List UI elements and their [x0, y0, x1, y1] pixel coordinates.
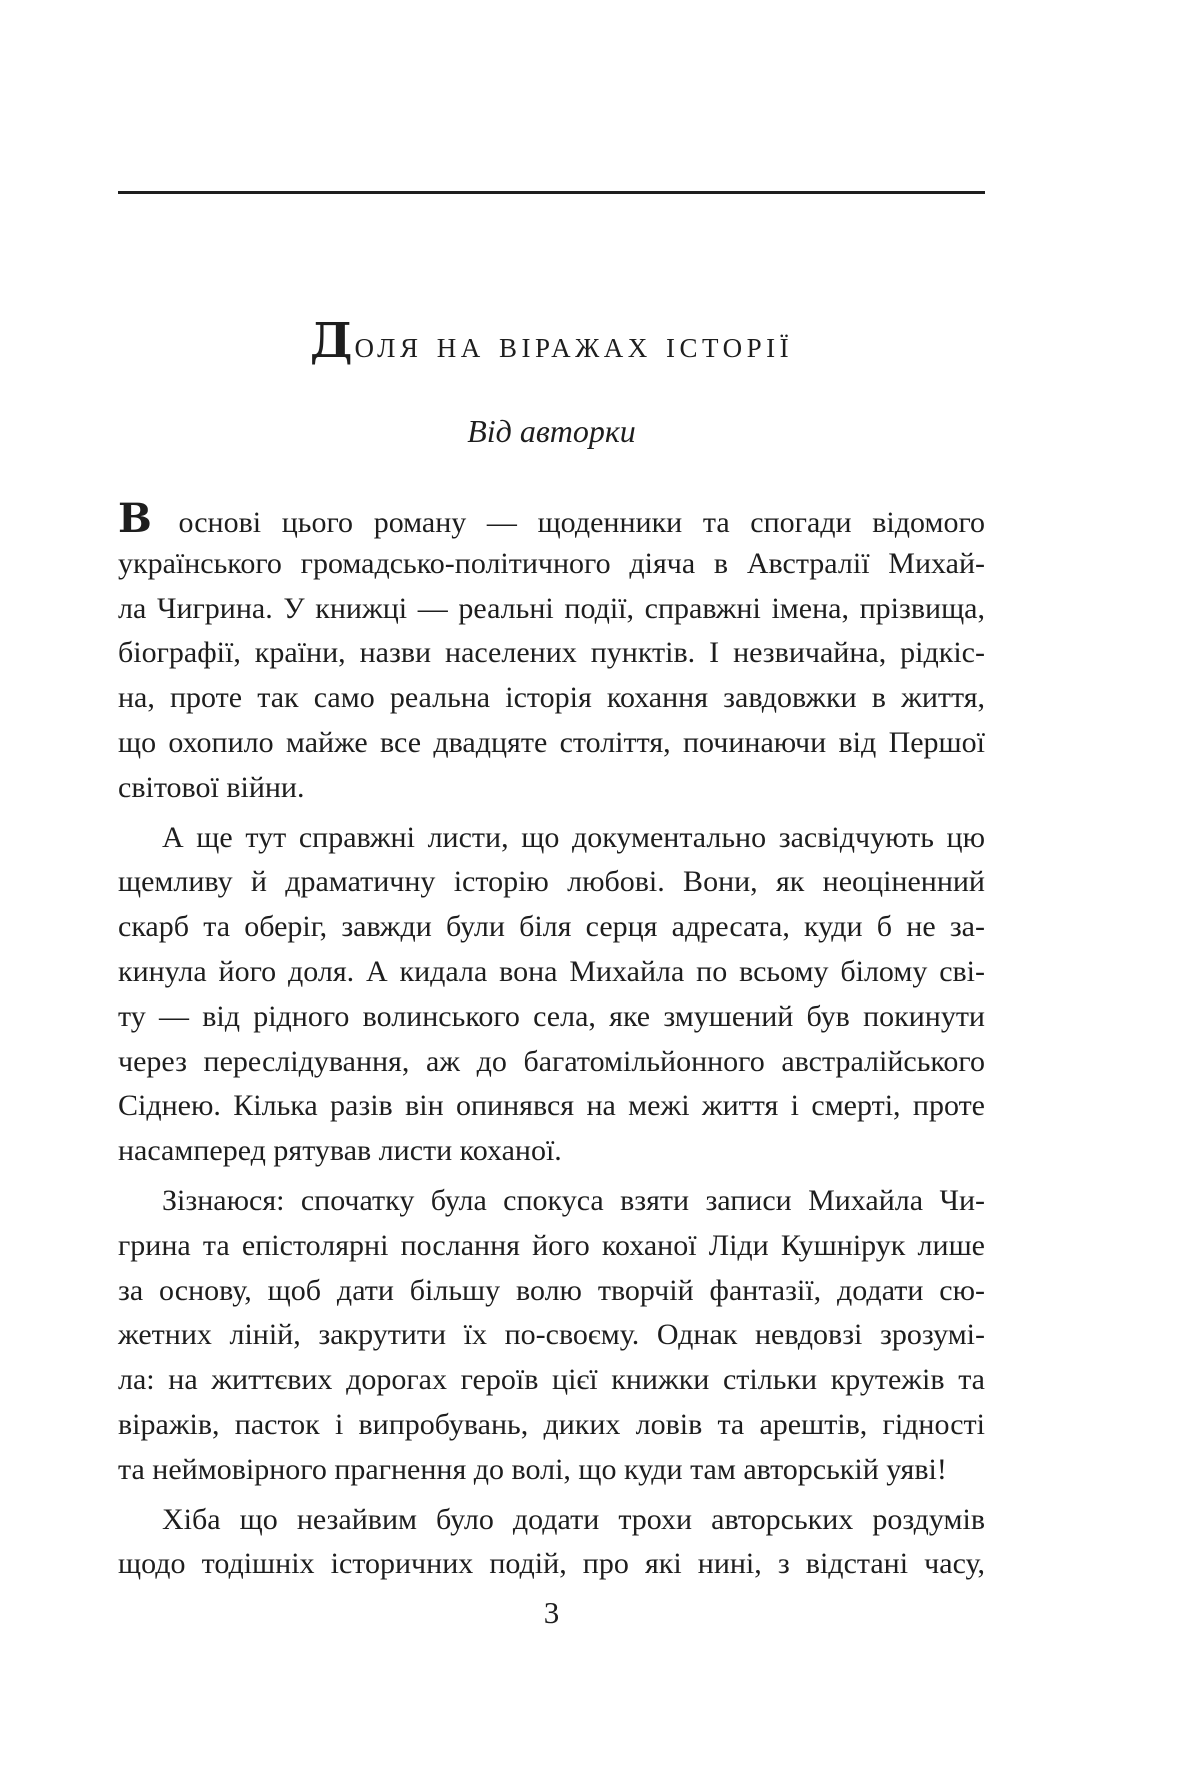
page-number: 3	[543, 1595, 560, 1630]
text-line: світової війни.	[118, 770, 305, 804]
text-line: ла Чигрина. У книжці — реальні події, справжні імена, прізвища,	[118, 591, 985, 625]
text-line: насамперед рятував листи коханої.	[118, 1134, 562, 1168]
text-line: українського громадсько-політичного діяча в Австралії Михай-	[118, 546, 985, 580]
chapter-subtitle: Від авторки	[467, 413, 636, 449]
text-line: жетних ліній, закрутити їх по-своєму. Однак невдовзі зрозумі-	[118, 1318, 985, 1352]
text-line: скарб та оберіг, завжди були біля серця адресата, куди б не за-	[118, 910, 985, 944]
text-line: Хіба що незайвим було додати трохи авторських роздумів	[162, 1502, 985, 1536]
text-line: біографії, країни, назви населених пунктів. І незвичайна, рідкіс-	[118, 636, 985, 670]
text-line: Сіднею. Кілька разів він опинявся на межі життя і смерті, проте	[118, 1089, 985, 1123]
body-text	[118, 497, 985, 1587]
text-line: за основу, щоб дати більшу волю творчій фантазії, додати сю-	[118, 1273, 985, 1307]
text-line: та неймовірного прагнення до волі, що куди там авторській уяві!	[118, 1452, 947, 1486]
text-line: грина та епістолярні послання його коханої Ліди Кушнірук лише	[118, 1228, 985, 1262]
text-line: А ще тут справжні листи, що документально засвідчують цю	[162, 820, 985, 854]
text-line: ту — від рідного волинського села, яке змушений був покинути	[118, 999, 985, 1033]
text-line: що охопило майже все двадцяте століття, починаючи від Першої	[118, 725, 985, 759]
text-line: Зізнаюся: спочатку була спокуса взяти записи Михайла Чи-	[162, 1183, 985, 1217]
text-line: через переслідування, аж до багатомільйонного австралійського	[118, 1044, 985, 1078]
title-text: оля на віражах історії	[354, 323, 794, 366]
chapter-title	[118, 313, 985, 373]
text-line: на, проте так само реальна історія кохання завдовжки в життя,	[118, 681, 985, 715]
text-line: щодо тодішніх історичних подій, про які нині, з відстані часу,	[118, 1547, 985, 1581]
text-line: ла: на життєвих дорогах героїв цієї книжки стільки крутежів та	[118, 1363, 985, 1397]
header-rule	[118, 191, 985, 194]
text-line: В основі цього роману — щоденники та спогади відомого	[118, 495, 985, 542]
drop-cap: В	[118, 495, 152, 542]
text-line: віражів, пасток і випробувань, диких ловів та арештів, гідності	[118, 1407, 985, 1441]
text-line: кинула його доля. А кидала вона Михайла по всьому білому сві-	[118, 954, 985, 988]
title-initial: Д	[309, 313, 355, 369]
text-line: щемливу й драматичну історію любові. Вони, як неоціненний	[118, 865, 985, 899]
